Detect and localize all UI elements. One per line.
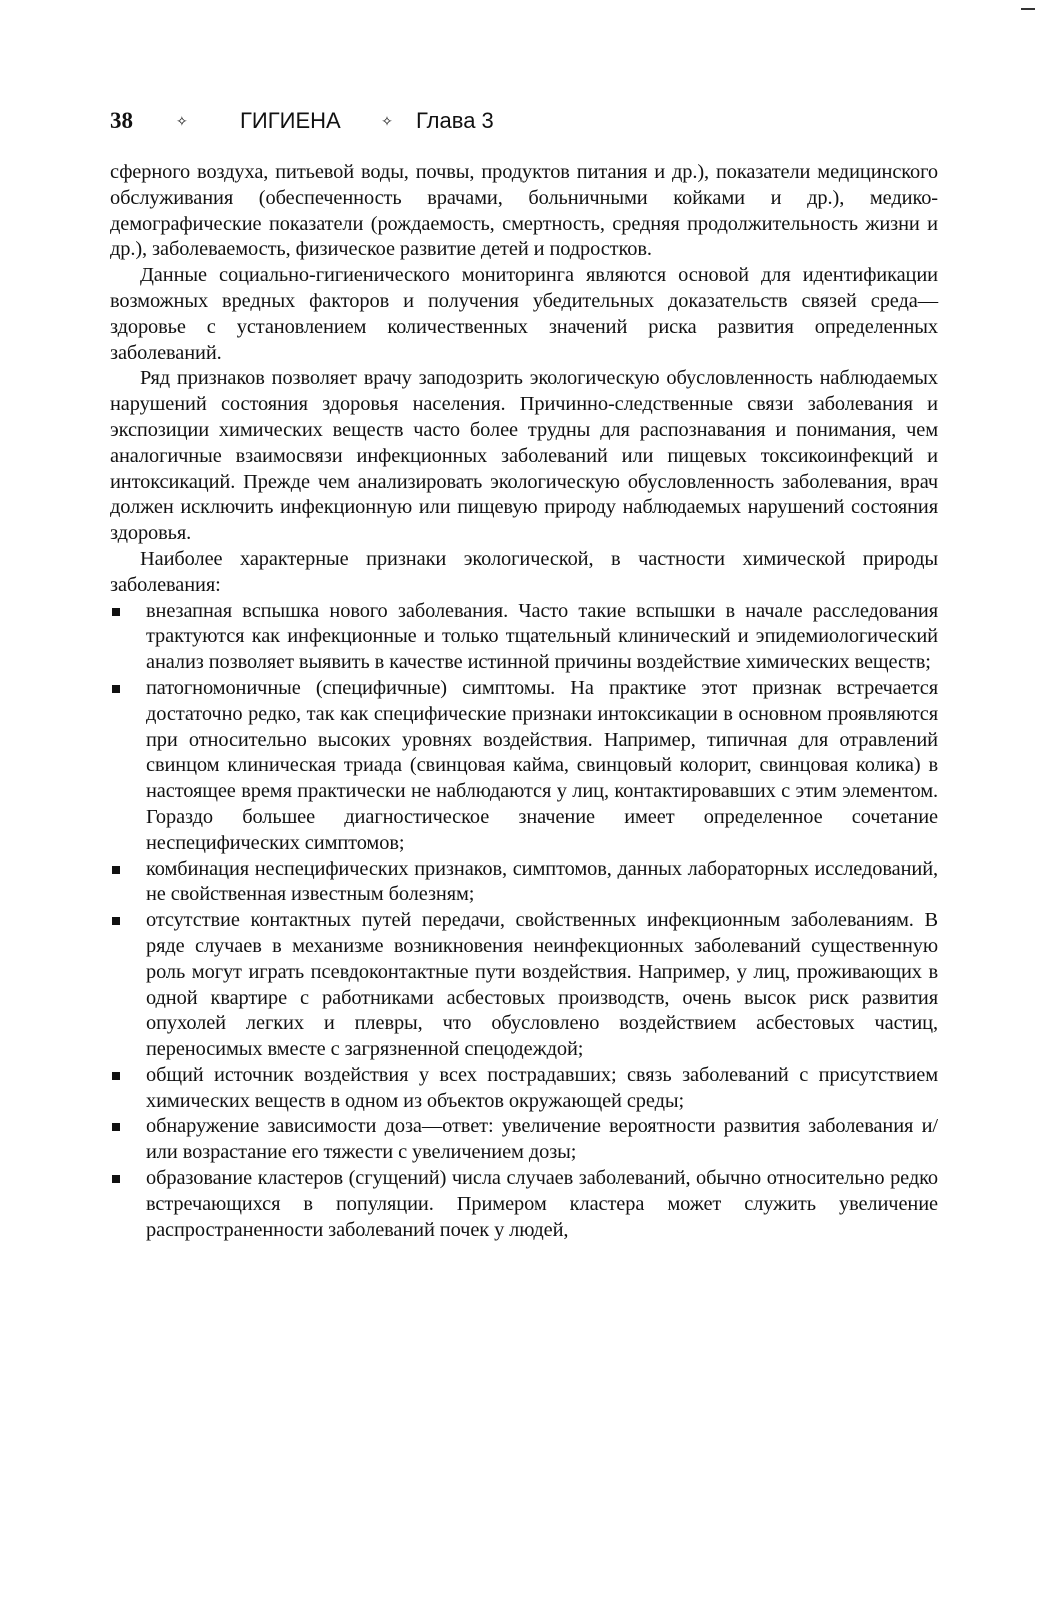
list-item	[110, 676, 938, 857]
list-item	[110, 857, 938, 909]
feature-list	[110, 599, 938, 1244]
diamond-separator-icon: ✧	[381, 113, 393, 129]
list-item	[110, 1166, 938, 1243]
paragraph: Ряд признаков позволяет врачу заподозрить экологическую обусловленность наблюдаемых нарушений состояния здоровья населения. Причинно-следственные связи заболевания и экспозиции химических веществ часто более трудны для распознавания и понимания, чем аналогичные взаимосвязи инфекционных заболеваний или пищевых токсикоинфекций и интоксикаций. Прежде чем анализировать экологическую обусловленность заболевания, врач должен исключить инфекционную или пищевую природу наблюдаемых нарушений состояния здоровья.	[110, 367, 938, 545]
paragraph: Данные социально-гигиенического мониторинга являются основой для идентификации возможных вредных факторов и получения убедительных доказательств связей среда—здоровье с установлением количественных значений риска развития определенных заболеваний.	[110, 264, 938, 364]
list-item-text: отсутствие контактных путей передачи, свойственных инфекционным заболеваниям. В ряде случаев в механизме возникновения неинфекционных заболеваний существенную роль могут играть псевдоконтактные пути воздействия. Например, у лиц, проживающих в одной квартире с работниками асбестовых производств, очень высок риск развития опухолей легких и плевры, что обусловлено воздействием асбестовых частиц, переносимых вместе с загрязненной спецодеждой;	[146, 909, 938, 1061]
list-item-text: патогномоничные (специфичные) симптомы. На практике этот признак встречается достаточно редко, так как специфические признаки интоксикации в основном проявляются при относительно высоких уровнях воздействия. Например, типичная для отравлений свинцом клиническая триада (свинцовая кайма, свинцовый колорит, свинцовая колика) в настоящее время практически не наблюдаются у лиц, контактировавших с этим элементом. Гораздо большее диагностическое значение имеет определенное сочетание неспецифических симптомов;	[146, 676, 938, 854]
list-item	[110, 1114, 938, 1166]
chapter-label: Глава 3	[416, 108, 494, 133]
running-head	[110, 108, 938, 138]
list-item-text: внезапная вспышка нового заболевания. Часто такие вспышки в начале расследования трактуются как инфекционные и только тщательный клинический и эпидемиологический анализ позволяет выявить в качестве истинной причины воздействие химических веществ;	[146, 599, 938, 674]
page-number: 38	[110, 108, 133, 133]
list-item-text: общий источник воздействия у всех пострадавших; связь заболеваний с присутствием химических веществ в одном из объектов окружающей среды;	[146, 1063, 938, 1112]
list-item	[110, 1063, 938, 1115]
list-item-text: комбинация неспецифических признаков, симптомов, данных лабораторных исследований, не свойственная известным болезням;	[146, 857, 938, 906]
list-item	[110, 599, 938, 676]
square-bullet-icon	[112, 917, 120, 925]
list-item-text: образование кластеров (сгущений) числа случаев заболеваний, обычно относительно редко встречающихся в популяции. Примером кластера может служить увеличение распространенности заболеваний почек у людей,	[146, 1167, 938, 1241]
section-name: ГИГИЕНА	[240, 108, 341, 133]
square-bullet-icon	[112, 1072, 120, 1080]
square-bullet-icon	[112, 608, 120, 616]
paragraph: Наиболее характерные признаки экологической, в частности химической природы заболевания:	[110, 547, 938, 596]
square-bullet-icon	[112, 1175, 120, 1183]
page-edge-mark	[1021, 8, 1035, 10]
paragraph: сферного воздуха, питьевой воды, почвы, продуктов питания и др.), показатели медицинского обслуживания (обеспеченность врачами, больничными койками и др.), медико-демографические показатели (рождаемость, смертность, средняя продолжительность жизни и др.), заболеваемость, физическое развитие детей и подростков.	[110, 161, 938, 261]
book-page	[110, 108, 938, 1243]
square-bullet-icon	[112, 1123, 120, 1131]
page-body	[110, 160, 938, 1243]
square-bullet-icon	[112, 866, 120, 874]
list-item	[110, 908, 938, 1063]
list-item-text: обнаружение зависимости доза—ответ: увеличение вероятности развития заболевания и/или возрастание его тяжести с увеличением дозы;	[146, 1115, 938, 1164]
square-bullet-icon	[112, 685, 120, 693]
diamond-separator-icon: ✧	[176, 113, 188, 129]
